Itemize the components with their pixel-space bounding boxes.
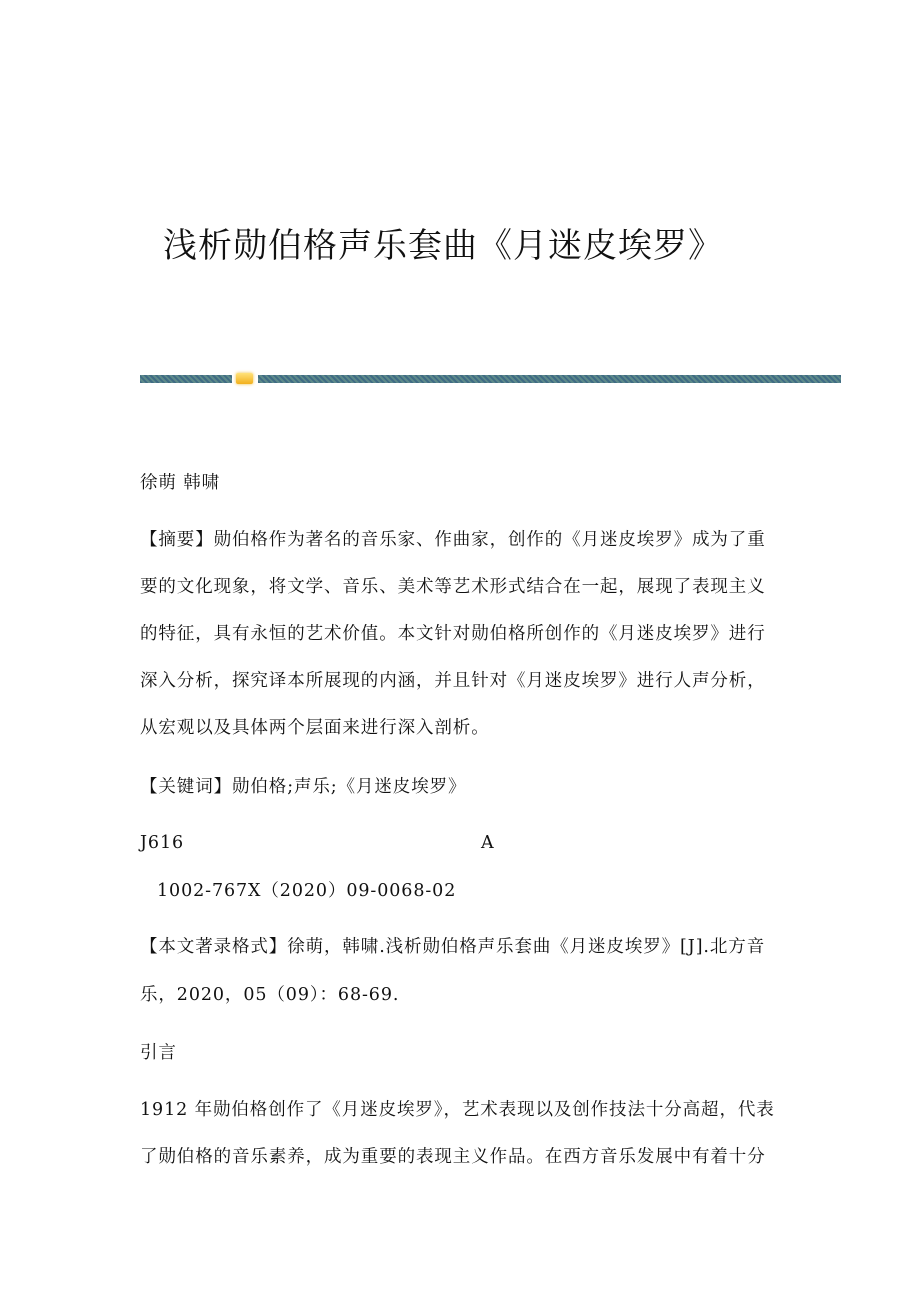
citation-line: 【本文著录格式】徐萌，韩啸.浅析勋伯格声乐套曲《月迷皮埃罗》[J].北方音: [140, 937, 766, 957]
title-divider-right: [258, 375, 841, 383]
abstract-line: 从宏观以及具体两个层面来进行深入剖析。: [140, 718, 490, 738]
abstract-line: 要的文化现象，将文学、音乐、美术等艺术形式结合在一起，展现了表现主义: [140, 577, 766, 597]
document-title: 浅析勋伯格声乐套曲《月迷皮埃罗》: [163, 226, 723, 266]
document-code: A: [481, 833, 495, 853]
keywords: 【关键词】勋伯格;声乐;《月迷皮埃罗》: [140, 777, 467, 797]
abstract-line: 【摘要】勋伯格作为著名的音乐家、作曲家，创作的《月迷皮埃罗》成为了重: [140, 530, 766, 550]
intro-line: 了勋伯格的音乐素养，成为重要的表现主义作品。在西方音乐发展中有着十分: [140, 1147, 766, 1167]
abstract-line: 的特征，具有永恒的艺术价值。本文针对勋伯格所创作的《月迷皮埃罗》进行: [140, 624, 766, 644]
authors: 徐萌 韩啸: [140, 473, 221, 493]
section-heading: 引言: [140, 1043, 177, 1063]
envelope-icon: [236, 373, 253, 384]
classification-number: J616: [140, 833, 185, 853]
citation-line: 乐，2020，05（09）：68-69.: [140, 985, 400, 1005]
article-id: 1002-767X（2020）09-0068-02: [157, 881, 457, 901]
title-divider-left: [140, 375, 232, 383]
abstract-line: 深入分析，探究译本所展现的内涵，并且针对《月迷皮埃罗》进行人声分析，: [140, 671, 766, 691]
intro-line: 1912 年勋伯格创作了《月迷皮埃罗》，艺术表现以及创作技法十分高超，代表: [140, 1100, 775, 1120]
